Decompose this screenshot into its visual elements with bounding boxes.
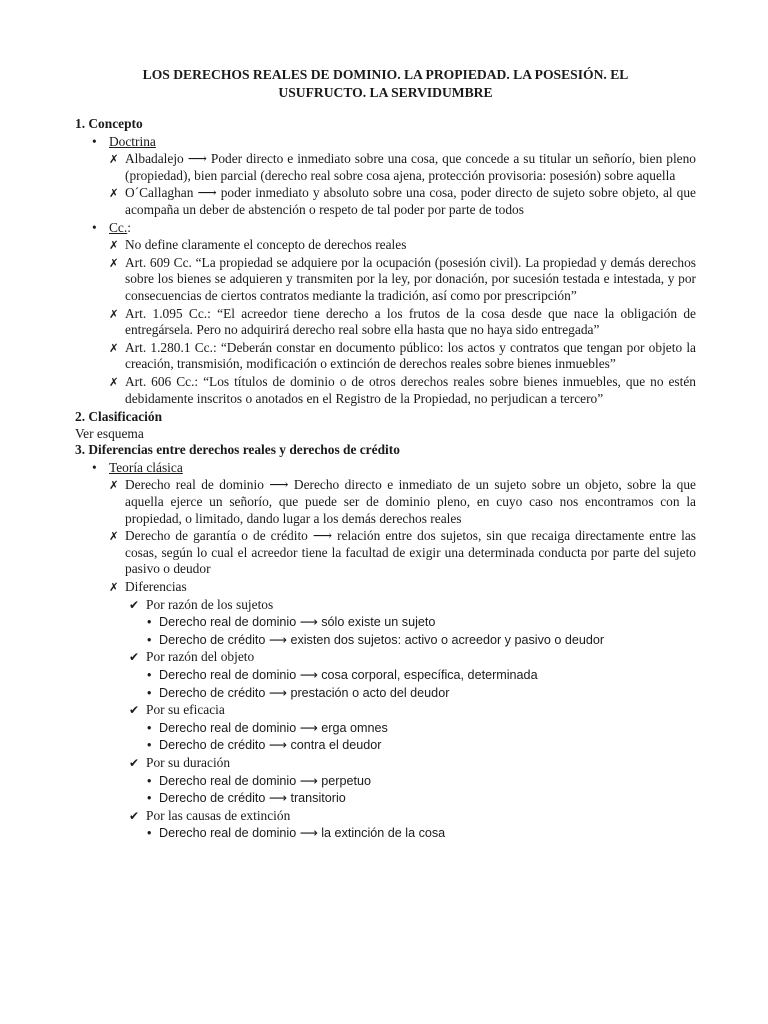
doctrina-item	[75, 151, 696, 184]
section-2-text: Ver esquema	[75, 425, 144, 441]
teoria-item	[75, 477, 696, 527]
diferencia-sub	[75, 720, 696, 737]
x-mark-icon: ✗	[109, 478, 119, 493]
cc-item	[75, 237, 696, 254]
doctrina-item	[75, 185, 696, 218]
bullet-icon: •	[92, 133, 97, 149]
bullet-cc	[75, 220, 696, 237]
diferencia-sub	[75, 667, 696, 684]
check-mark-icon: ✔	[129, 808, 140, 823]
cc-item	[75, 306, 696, 339]
diferencia-item	[75, 808, 696, 825]
x-mark-icon: ✗	[109, 340, 119, 355]
check-mark-icon: ✔	[129, 755, 140, 770]
cc-item-text: Art. 606 Cc.: “Los títulos de dominio o de otros derechos reales sobre bienes inmuebles, que no estén debidamente inscritos o anotados en el Registro de la Propiedad, no perjudican a tercero”	[125, 373, 696, 406]
diferencia-sub	[75, 632, 696, 649]
check-mark-icon: ✔	[129, 650, 140, 665]
diferencia-sub-text: Derecho de crédito ⟶ transitorio	[159, 791, 346, 806]
diferencia-sub-text: Derecho real de dominio ⟶ erga omnes	[159, 720, 388, 735]
diferencia-item	[75, 755, 696, 772]
cc-item	[75, 374, 696, 407]
teoria-item-text: Derecho real de dominio ⟶ Derecho directo e inmediato de un sujeto sobre un objeto, sobre la que aquella ejerce un señorío, que puede ser de dominio pleno, en cuyo caso nos encontramos con la propiedad, o limitado, dando lugar a los demás derechos reales	[125, 477, 696, 526]
doctrina-item-text: Albadalejo ⟶ Poder directo e inmediato sobre una cosa, que concede a su titular un señorío, bien pleno (propiedad), bien parcial (derecho real sobre cosa ajena, protección provisoria: posesión) sobre aquella	[125, 151, 696, 183]
document-page	[75, 66, 696, 842]
section-1-heading: 1. Concepto	[75, 116, 143, 131]
teoria-label: Teoría clásica	[109, 459, 183, 475]
x-mark-icon: ✗	[109, 529, 119, 544]
diferencia-sub-text: Derecho real de dominio ⟶ sólo existe un sujeto	[159, 615, 436, 630]
diferencia-sub-text: Derecho de crédito ⟶ contra el deudor	[159, 738, 382, 753]
bullet-icon: •	[147, 773, 152, 788]
doctrina-item-text: O´Callaghan ⟶ poder inmediato y absoluto sobre una cosa, poder directo de sujeto sobre objeto, al que acompaña un deber de abstención o respeto de tal poder por parte de todos	[125, 185, 696, 217]
diferencia-sub-text: Derecho real de dominio ⟶ perpetuo	[159, 773, 371, 788]
diferencia-sub	[75, 737, 696, 754]
document-title	[75, 66, 696, 102]
bullet-icon: •	[147, 791, 152, 806]
diferencia-label: Por su duración	[146, 754, 231, 770]
diferencia-sub	[75, 614, 696, 631]
x-mark-icon: ✗	[109, 374, 119, 389]
diferencia-label: Por razón de los sujetos	[146, 596, 274, 612]
title-line-1: LOS DERECHOS REALES DE DOMINIO. LA PROPIEDAD. LA POSESIÓN. EL	[142, 67, 629, 82]
x-mark-icon: ✗	[109, 238, 119, 253]
bullet-icon: •	[92, 459, 97, 475]
diferencia-sub	[75, 685, 696, 702]
diferencia-sub-text: Derecho de crédito ⟶ existen dos sujetos: activo o acreedor y pasivo o deudor	[159, 632, 605, 647]
diferencia-sub	[75, 790, 696, 807]
x-mark-icon: ✗	[109, 152, 119, 167]
diferencia-sub-text: Derecho real de dominio ⟶ la extinción de la cosa	[159, 826, 446, 841]
cc-item-text: No define claramente el concepto de derechos reales	[125, 237, 407, 253]
teoria-item-text: Diferencias	[125, 579, 187, 595]
teoria-item	[75, 579, 696, 596]
teoria-item-text: Derecho de garantía o de crédito ⟶ relación entre dos sujetos, sin que recaiga directamente entre las cosas, según lo cual el acreedor tiene la facultad de exigir una determinada conducta por parte del sujeto pasivo o deudor	[125, 528, 696, 577]
cc-item-text: Art. 609 Cc. “La propiedad se adquiere por la ocupación (posesión civil). La propiedad y demás derechos sobre los bienes se adquieren y transmiten por la ley, por donación, por sucesión testada e intestada, y por consecuencias de ciertos contratos mediante la tradición, así como por prescripción”	[125, 254, 696, 303]
x-mark-icon: ✗	[109, 306, 119, 321]
title-line-2: USUFRUCTO. LA SERVIDUMBRE	[278, 85, 493, 100]
diferencia-label: Por razón del objeto	[146, 649, 255, 665]
bullet-icon: •	[92, 219, 97, 235]
check-mark-icon: ✔	[129, 597, 140, 612]
diferencia-label: Por su eficacia	[146, 702, 225, 718]
diferencia-sub	[75, 825, 696, 842]
cc-item-text: Art. 1.280.1 Cc.: “Deberán constar en documento público: los actos y contratos que tengan por objeto la creación, transmisión, modificación o extinción de derechos reales sobre bienes inmuebles”	[125, 339, 696, 372]
diferencia-item	[75, 597, 696, 614]
bullet-icon: •	[147, 685, 152, 700]
check-mark-icon: ✔	[129, 703, 140, 718]
bullet-icon: •	[147, 738, 152, 753]
bullet-icon: •	[147, 668, 152, 682]
cc-label: Cc.	[109, 219, 128, 235]
x-mark-icon: ✗	[109, 186, 119, 201]
diferencia-sub-text: Derecho de crédito ⟶ prestación o acto del deudor	[159, 685, 450, 700]
diferencia-item	[75, 649, 696, 666]
cc-item-text: Art. 1.095 Cc.: “El acreedor tiene derecho a los frutos de la cosa desde que nace la obligación de entregársela. Pero no adquirirá derecho real sobre ella hasta que no haya sido entregada”	[125, 305, 696, 338]
section-2-heading: 2. Clasificación	[75, 409, 163, 425]
bullet-doctrina	[75, 134, 696, 151]
section-3-heading: 3. Diferencias entre derechos reales y derechos de crédito	[75, 442, 400, 458]
bullet-icon: •	[147, 720, 152, 735]
bullet-icon: •	[147, 826, 152, 841]
bullet-icon: •	[147, 615, 152, 630]
diferencia-label: Por las causas de extinción	[146, 807, 291, 823]
x-mark-icon: ✗	[109, 580, 119, 595]
cc-label-suffix: :	[127, 219, 131, 235]
x-mark-icon: ✗	[109, 255, 119, 270]
diferencia-sub-text: Derecho real de dominio ⟶ cosa corporal, específica, determinada	[159, 668, 538, 682]
cc-item	[75, 340, 696, 373]
teoria-item	[75, 528, 696, 578]
diferencia-item	[75, 702, 696, 719]
doctrina-label: Doctrina	[109, 133, 156, 149]
bullet-teoria-clasica	[75, 460, 696, 477]
cc-item	[75, 255, 696, 305]
bullet-icon: •	[147, 632, 152, 647]
diferencia-sub	[75, 773, 696, 790]
